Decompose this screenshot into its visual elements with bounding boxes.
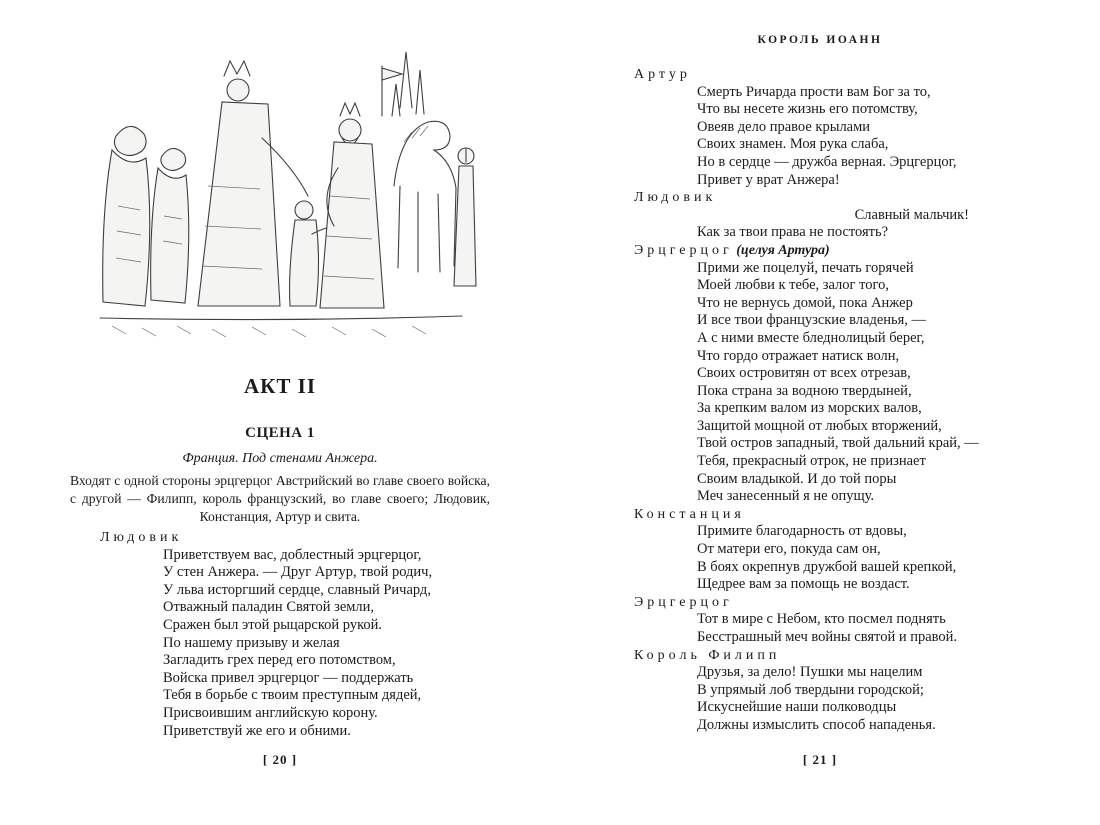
verse-line: Загладить грех перед его потомством, (163, 652, 396, 669)
verse-line: Что не вернусь домой, пока Анжер (697, 294, 913, 311)
speaker-name: Людовик (634, 190, 717, 206)
verse-line: Своих островитян от всех отрезав, (697, 365, 911, 382)
verse-line: Приветствуй же его и обними. (163, 722, 351, 739)
scene-heading: СЦЕНА 1 (245, 425, 315, 441)
verse-lines (697, 84, 969, 190)
act-heading: АКТ II (244, 374, 316, 398)
right-page-speeches (634, 66, 1010, 735)
left-page-speeches (100, 529, 470, 740)
speech (634, 66, 1010, 189)
verse-line: Друзья, за дело! Пушки мы нацелим (697, 664, 923, 681)
verse-line: Смерть Ричарда прости вам Бог за то, (697, 83, 931, 100)
speech (634, 594, 1010, 647)
verse-lines (163, 547, 435, 741)
right-page (620, 0, 1020, 825)
engraving-drawing (82, 36, 478, 346)
verse-line: Защитой мощной от любых вторжений, (697, 417, 942, 434)
verse-line: Твой остров западный, твой дальний край, — (697, 435, 979, 452)
verse-line: От матери его, покуда сам он, (697, 541, 881, 558)
speaker-name: Король Филипп (634, 647, 781, 663)
page-number-right: [ 21 ] (802, 752, 838, 767)
verse-line: Но в сердце — дружба верная. Эрцгерцог, (697, 153, 957, 170)
verse-line: По нашему призыву и желая (163, 634, 340, 651)
verse-line: У стен Анжера. — Друг Артур, твой родич, (163, 564, 433, 581)
verse-line: Привет у врат Анжера! (697, 171, 840, 188)
verse-line: Своих знамен. Моя рука слаба, (697, 136, 889, 153)
verse-lines (697, 207, 969, 242)
verse-line: Тебя, прекрасный отрок, не признает (697, 453, 926, 470)
speech (634, 189, 1010, 242)
verse-line: Примите благодарность от вдовы, (697, 523, 907, 540)
speech (634, 506, 1010, 594)
verse-line: Овеяв дело правое крылами (697, 118, 871, 135)
verse-lines (697, 259, 979, 506)
verse-lines (697, 611, 969, 646)
page-number-left: [ 20 ] (262, 752, 298, 767)
verse-line: Пока страна за водною твердыней, (697, 382, 912, 399)
speaker-name: Эрцгерцог (целуя Артура) (634, 242, 830, 258)
verse-line: Приветствуем вас, доблестный эрцгерцог, (163, 546, 422, 563)
stage-direction: Входят с одной стороны эрцгерцог Австрийский во главе своего войска, с другой — Филипп, король французский, во главе своего; Людовик, Констанция, Артур и свита. (70, 473, 490, 524)
running-head: КОРОЛЬ ИОАНН (757, 34, 883, 46)
verse-line: Войска привел эрцгерцог — поддержать (163, 669, 414, 686)
speaker-name: Эрцгерцог (634, 594, 733, 610)
scene-setting: Франция. Под стенами Анжера. (182, 451, 378, 466)
verse-line: Сражен был этой рыцарской рукой. (163, 616, 383, 633)
verse-line: Своим владыкой. И до той поры (697, 470, 897, 487)
verse-line: Искуснейшие наши полководцы (697, 699, 897, 716)
speaker-name: Констанция (634, 506, 745, 522)
verse-line: А с ними вместе бледнолицый берег, (697, 329, 925, 346)
speaker-name: Артур (634, 67, 691, 82)
speaker-name: Людовик (100, 530, 183, 545)
speech (100, 529, 470, 740)
verse-line: Что гордо отражает натиск волн, (697, 347, 900, 364)
verse-line: Моей любви к тебе, залог того, (697, 277, 889, 294)
verse-line: За крепким валом из морских валов, (697, 400, 922, 417)
verse-line: Присвоившим английскую корону. (163, 704, 378, 721)
left-page (70, 0, 490, 825)
verse-lines (697, 664, 969, 734)
illustration-engraving (82, 36, 478, 346)
verse-line: Должны измыслить способ нападенья. (697, 716, 936, 733)
speech (634, 242, 1010, 506)
verse-line: Что вы несете жизнь его потомству, (697, 101, 918, 118)
speech (634, 647, 1010, 735)
verse-line: Тебя в борьбе с твоим преступным дядей, (163, 687, 422, 704)
verse-lines (697, 523, 969, 593)
verse-line: В боях окрепнув дружбой вашей крепкой, (697, 558, 957, 575)
verse-line: В упрямый лоб твердыни городской; (697, 681, 924, 698)
verse-line: У льва исторгший сердце, славный Ричард, (163, 581, 431, 598)
verse-line: Щедрее вам за помощь не воздаст. (697, 576, 910, 593)
verse-line: Тот в мире с Небом, кто посмел поднять (697, 611, 946, 628)
verse-line: И все твои французские владенья, — (697, 312, 927, 329)
verse-line: Меч занесенный я не опущу. (697, 488, 875, 505)
speaker-stage-note: (целуя Артура) (732, 242, 830, 258)
verse-line: Бесстрашный меч войны святой и правой. (697, 629, 958, 645)
verse-line: Славный мальчик! (854, 206, 969, 223)
verse-line: Как за твои права не постоять? (697, 224, 889, 241)
verse-line: Отважный паладин Святой земли, (163, 599, 375, 616)
verse-line: Прими же поцелуй, печать горячей (697, 259, 914, 276)
